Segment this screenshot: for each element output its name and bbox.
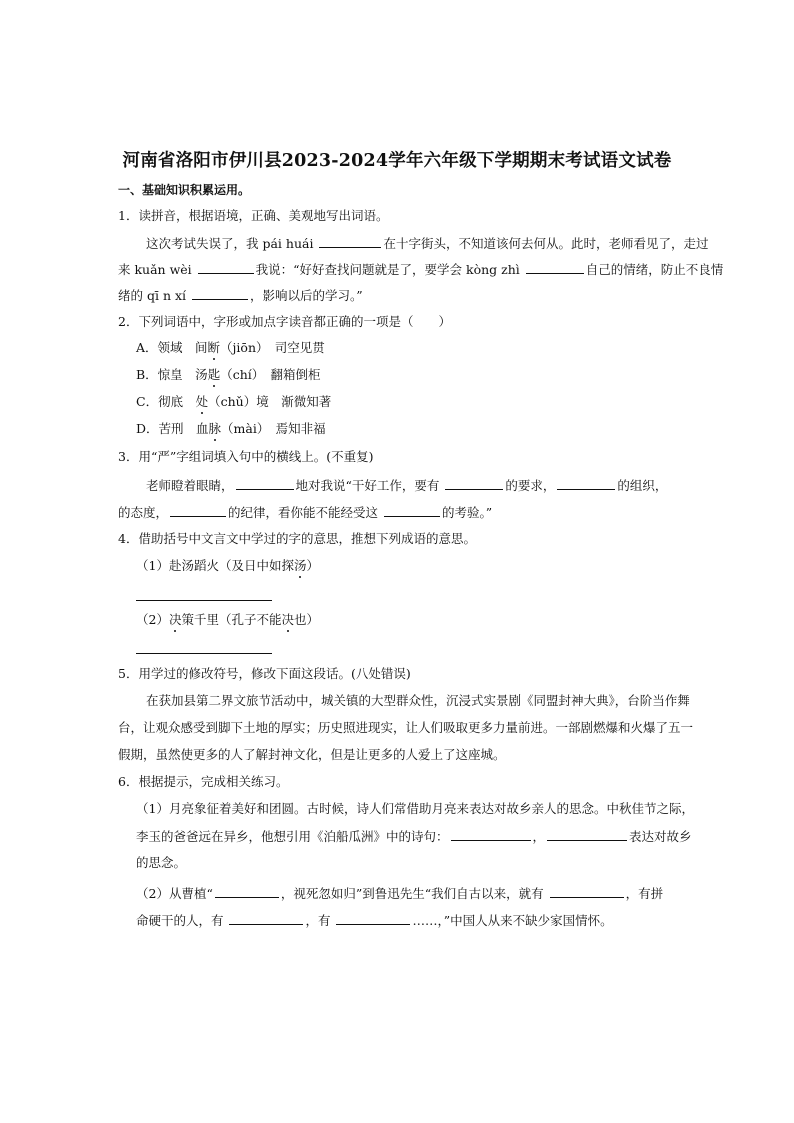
q5-para-line2: 台，让观众感受到脚下土地的厚实；历史照进现实，让人们吸取更多力量前进。一部剧燃爆和火爆了五一	[118, 720, 694, 735]
option-text: D．苦刑 血	[136, 421, 209, 436]
q4-text: 策千里（孔子不能	[181, 612, 282, 627]
q6-text: 命硬干的人，有	[136, 913, 228, 928]
option-text: C．彻底	[136, 394, 196, 409]
q4-answer-line-2[interactable]	[136, 653, 272, 654]
q3-blank-3[interactable]	[557, 477, 615, 490]
dotted-char: 匙	[207, 367, 221, 382]
q6-blank-luxun-1[interactable]	[550, 885, 624, 898]
q3-text: 的纪律，看你能不能经受这	[228, 505, 382, 520]
q4-text: （2）	[136, 612, 169, 627]
q5-stem: 5．用学过的修改符号，修改下面这段话。(八处错误)	[118, 666, 411, 681]
q6-blank-caozhi[interactable]	[215, 885, 279, 898]
q6-p1-line3: 的思念。	[136, 855, 187, 870]
q6-blank-poem-1[interactable]	[451, 828, 531, 841]
q4-sub1	[136, 558, 319, 574]
dotted-char: 断	[207, 340, 221, 355]
q6-stem: 6．根据提示，完成相关练习。	[118, 774, 289, 789]
q3-line1	[146, 477, 667, 494]
q3-text: 的要求，	[505, 478, 556, 493]
q3-text: 的考验。”	[442, 505, 493, 520]
q1-blank-paihuai[interactable]	[319, 235, 381, 248]
q6-text: ，	[532, 829, 546, 844]
q1-blank-qinxi[interactable]	[192, 287, 248, 300]
q1-text: 这次考试失误了，我 pái huái	[146, 236, 318, 251]
q4-text: （1）	[136, 558, 169, 573]
q6-blank-luxun-3[interactable]	[336, 912, 410, 925]
q6-p2-line2	[136, 912, 613, 929]
q3-text: 的态度，	[118, 505, 169, 520]
q6-text: ，有拼	[625, 886, 664, 901]
q1-text: ，影响以后的学习。”	[250, 288, 363, 303]
q6-text: ，有	[305, 913, 335, 928]
q2-stem: 2．下列词语中，字形或加点字读音都正确的一项是（ ）	[118, 314, 451, 329]
q1-text: 自己的情绪，防止不良情	[585, 262, 724, 277]
q1-line2	[118, 261, 723, 278]
page-title: 河南省洛阳市伊川县2023-2024学年六年级下学期期末考试语文试卷	[122, 151, 672, 171]
q3-blank-1[interactable]	[236, 477, 294, 490]
q2-option-b[interactable]	[136, 367, 321, 383]
q6-text: （2）从曹植“	[136, 886, 213, 901]
q2-option-a[interactable]	[136, 340, 325, 356]
q1-line1	[146, 235, 708, 252]
option-text: B．惊皇 汤	[136, 367, 208, 382]
section-heading: 一、基础知识积累运用。	[118, 183, 251, 197]
q3-blank-4[interactable]	[170, 504, 226, 517]
dotted-char: 脉	[208, 421, 222, 436]
q6-blank-luxun-2[interactable]	[229, 912, 303, 925]
q4-text: 赴汤蹈火（及日中如探	[168, 558, 294, 573]
q1-blank-kuanwei[interactable]	[198, 261, 254, 274]
q1-text: 在十字街头，不知道该何去何从。此时，老师看见了，走过	[383, 236, 709, 251]
q6-text: ，视死忽如归”到鲁迅先生“我们自古以来，就有	[280, 886, 548, 901]
q6-text: 表达对故乡	[629, 829, 692, 844]
q4-sub2	[136, 612, 319, 628]
q6-text: 李玉的爸爸远在异乡，他想引用《泊船瓜洲》中的诗句：	[136, 829, 449, 844]
q1-stem: 1．读拼音，根据语境，正确、美观地写出词语。	[118, 208, 389, 223]
q1-line3	[118, 287, 363, 304]
dotted-char: 决	[168, 612, 182, 627]
q4-text: ）	[306, 558, 319, 573]
q5-para-line3: 假期，虽然使更多的人了解封神文化，但是让更多的人爱上了这座城。	[118, 747, 506, 762]
dotted-char: 处	[195, 394, 209, 409]
q2-option-d[interactable]	[136, 421, 326, 437]
q3-blank-5[interactable]	[384, 504, 440, 517]
q4-stem: 4．借助括号中文言文中学过的字的意思，推想下列成语的意思。	[118, 531, 476, 546]
option-text: A．领域 间	[136, 340, 208, 355]
option-text: （chí） 翻箱倒柜	[220, 367, 321, 382]
q5-para-line1: 在获加县第二界文旅节活动中，城关镇的大型群众性，沉浸式实景剧《同盟封神大典》，台阶当作舞	[146, 693, 690, 708]
q1-text: 来 kuǎn wèi	[118, 262, 196, 277]
option-text: （mài） 焉知非福	[221, 421, 326, 436]
q6-p1-line1: （1）月亮象征着美好和团圆。古时候，诗人们常借助月亮来表达对故乡亲人的思念。中秋佳节之际，	[136, 801, 694, 816]
q6-p1-line2	[136, 828, 692, 845]
q6-text: ……，”中国人从来不缺少家国情怀。	[412, 913, 613, 928]
q6-blank-poem-2[interactable]	[547, 828, 627, 841]
q3-blank-2[interactable]	[445, 477, 503, 490]
q1-text: 绪的 qī n xí	[118, 288, 190, 303]
q1-blank-kongzhi[interactable]	[526, 261, 584, 274]
q3-text: 的组织，	[617, 478, 668, 493]
q3-line2	[118, 504, 492, 521]
q3-stem: 3．用“严”字组词填入句中的横线上。(不重复)	[118, 449, 374, 464]
q4-answer-line-1[interactable]	[136, 600, 272, 601]
q3-text: 地对我说“干好工作，要有	[295, 478, 444, 493]
q1-text: 我说：“好好查找问题就是了，要学会 kòng zhì	[255, 262, 524, 277]
q4-text: 也）	[294, 612, 320, 627]
q6-p2-line1	[136, 885, 663, 902]
q3-text: 老师瞪着眼睛，	[146, 478, 234, 493]
dotted-char: 汤	[293, 558, 307, 573]
q2-option-c[interactable]	[136, 394, 331, 410]
option-text: （chǔ）境 渐微知著	[208, 394, 332, 409]
option-text: （jiōn） 司空见贯	[220, 340, 325, 355]
dotted-char: 决	[281, 612, 294, 627]
